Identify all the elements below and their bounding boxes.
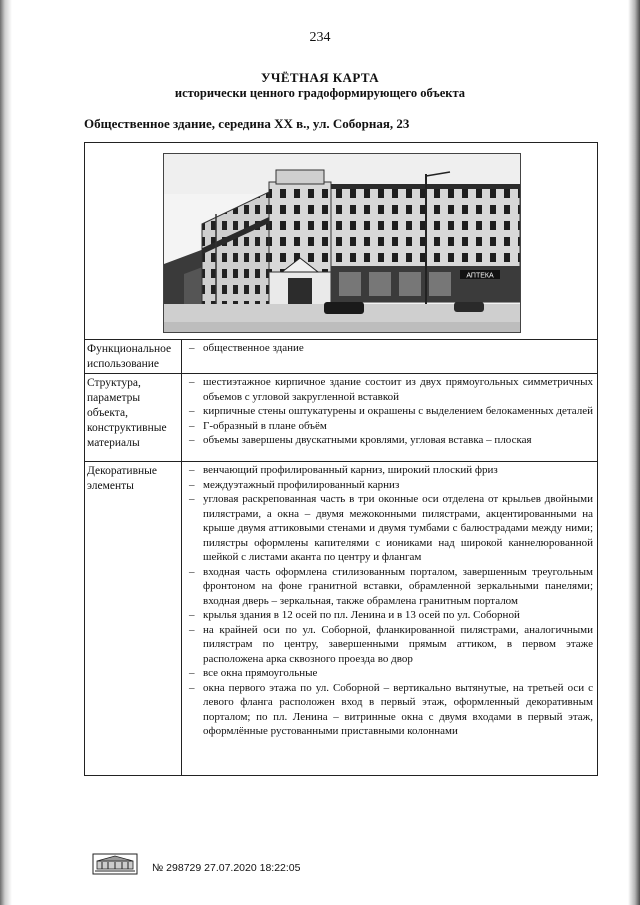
- registration-card-table: [84, 142, 598, 776]
- pharmacy-sign: АПТЕКА: [466, 272, 494, 280]
- object-name: Общественное здание, середина XX в., ул. Соборная, 23: [84, 116, 410, 131]
- list-item: – венчающий профилированный карниз, широкий плоский фриз: [189, 464, 498, 476]
- row-text-decor: [187, 463, 593, 739]
- row-text-structure: [187, 375, 593, 448]
- page-number: 234: [309, 30, 331, 45]
- list-item: – все окна прямоугольные: [189, 667, 318, 679]
- column-divider: [181, 339, 182, 775]
- row-label-decor: Декоративные элементы: [87, 465, 157, 492]
- row-text-function: [187, 341, 593, 356]
- list-item: – окна первого этажа по ул. Соборной – вертикально вытянутые, на третьей оси с левого фланга расположен вход в первый этаж, оформленный декоративным порталом; по пл. Ленина – витринные окна с двумя входами в первый этаж, оформлённые рустованными приставными колоннами: [189, 681, 593, 737]
- scan-edge-right: [626, 0, 640, 905]
- list-item: – шестиэтажное кирпичное здание состоит из двух прямоугольных симметричных объемов с угловой закругленной вставкой: [189, 376, 593, 403]
- list-item: – объемы завершены двускатными кровлями, угловая вставка – плоская: [189, 434, 532, 446]
- list-item: – входная часть оформлена стилизованным порталом, завершенным треугольным фронтоном на фоне гранитной вставки, обрамленной зеркальными панелями; входная дверь – зеркальная, также обрамлена гранитным порталом: [189, 565, 593, 607]
- registry-logo: [92, 853, 138, 875]
- document-title: УЧЁТНАЯ КАРТА: [260, 70, 380, 85]
- building-photo: [163, 153, 521, 333]
- row-divider: [85, 373, 597, 374]
- list-item: – междуэтажный профилированный карниз: [189, 478, 400, 491]
- list-item: – угловая раскрепованная часть в три оконные оси отделена от крыльев двойными пилястрами, а окна – двумя межоконными пилястрами, акцентированными на крыше двумя аттиковыми стенами и двумя тумбами с балюстрадами между ними; пилястры оформлены капителями с иониками над широкой каннелюрованной шейкой с листами аканта по центру и флангам: [189, 493, 593, 563]
- row-label-structure: Структура, параметры объекта, конструктивные материалы: [87, 377, 167, 449]
- scan-edge-left: [0, 0, 14, 905]
- row-divider: [85, 461, 597, 462]
- list-item: – Г-образный в плане объём: [189, 419, 327, 432]
- photo-cell: [85, 143, 597, 340]
- list-item: – кирпичные стены оштукатурены и окрашены с выделением белокаменных деталей: [189, 405, 594, 417]
- building-photo-svg: [164, 154, 520, 332]
- list-item: – крылья здания в 12 осей по пл. Ленина и в 13 осей по ул. Соборной: [189, 609, 520, 621]
- list-item: – на крайней оси по ул. Соборной, фланкированной пилястрами, аналогичными пилястрам по центру, завершенными прямым аттиком, в первом этаже расположена арка сквозного проезда во двор: [189, 623, 593, 665]
- list-item: – общественное здание: [189, 342, 304, 354]
- row-label-function: Функциональное использование: [87, 343, 172, 370]
- registration-stamp: № 298729 27.07.2020 18:22:05: [152, 862, 301, 874]
- document-subtitle: исторически ценного градоформирующего объекта: [174, 86, 466, 100]
